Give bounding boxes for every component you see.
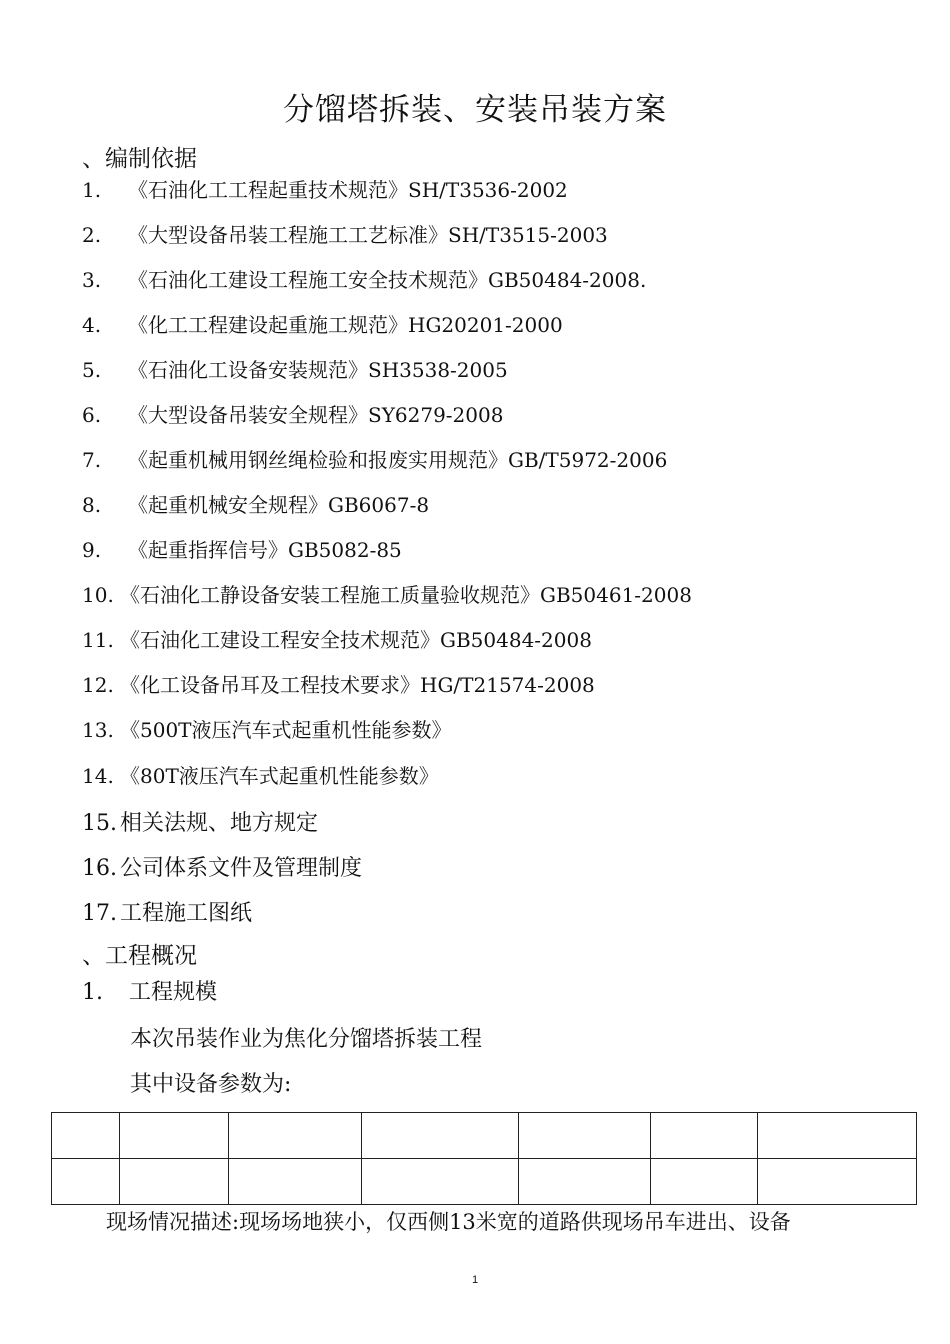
reference-text: 公司体系文件及管理制度 (120, 856, 363, 881)
reference-number: 16. (82, 856, 117, 881)
reference-text: 《起重指挥信号》GB5082-85 (128, 538, 402, 562)
reference-item (82, 399, 503, 428)
reference-text: 《石油化工设备安装规范》SH3538-2005 (128, 358, 508, 382)
paragraph-scope: 本次吊装作业为焦化分馏塔拆装工程 (130, 1027, 483, 1052)
reference-item (82, 489, 429, 518)
reference-number: 13. (82, 718, 114, 742)
reference-text: 《大型设备吊装安全规程》SY6279-2008 (128, 403, 504, 427)
reference-text: 《80T液压汽车式起重机性能参数》 (120, 764, 439, 788)
reference-item (82, 806, 318, 837)
reference-item (82, 851, 362, 882)
table-cell (758, 1159, 917, 1205)
site-description: 现场情况描述:现场场地狭小，仅西侧13米宽的道路供现场吊车进出、设备 (106, 1210, 791, 1234)
reference-item (82, 264, 646, 293)
reference-item (82, 174, 568, 203)
reference-item (82, 714, 452, 743)
reference-number: 12. (82, 673, 114, 697)
page-number: 1 (471, 1274, 479, 1286)
reference-text: 《石油化工静设备安装工程施工质量验收规范》GB50461-2008 (120, 583, 692, 607)
reference-text: 《500T液压汽车式起重机性能参数》 (120, 718, 452, 742)
table-cell (52, 1113, 120, 1159)
table-cell (651, 1113, 758, 1159)
table-cell (519, 1159, 651, 1205)
reference-text: 《石油化工建设工程安全技术规范》GB50484-2008 (120, 628, 592, 652)
reference-text: 《大型设备吊装工程施工工艺标准》SH/T3515-2003 (128, 223, 608, 247)
reference-text: 《石油化工工程起重技术规范》SH/T3536-2002 (128, 178, 568, 202)
reference-item (82, 669, 595, 698)
table-cell (758, 1113, 917, 1159)
reference-number: 14. (82, 764, 114, 788)
reference-text: 工程施工图纸 (120, 901, 253, 926)
table-cell (120, 1113, 229, 1159)
subsection-title: 工程规模 (129, 980, 218, 1005)
reference-text: 《化工工程建设起重施工规范》HG20201-2000 (128, 313, 563, 337)
table-cell (120, 1159, 229, 1205)
table-cell (362, 1113, 519, 1159)
table-cell (52, 1159, 120, 1205)
reference-item (82, 219, 608, 248)
reference-number: 1. (82, 178, 102, 202)
reference-number: 10. (82, 583, 114, 607)
reference-item (82, 579, 692, 608)
reference-number: 6. (82, 403, 102, 427)
table-cell (229, 1159, 362, 1205)
table-cell (362, 1159, 519, 1205)
reference-item (82, 624, 592, 653)
reference-text: 《起重机械用钢丝绳检验和报废实用规范》GB/T5972-2006 (128, 448, 668, 472)
reference-number: 11. (82, 628, 114, 652)
table-cell (651, 1159, 758, 1205)
reference-number: 8. (82, 493, 102, 517)
table-cell (519, 1113, 651, 1159)
reference-item (82, 760, 439, 789)
reference-number: 2. (82, 223, 102, 247)
reference-number: 9. (82, 538, 102, 562)
reference-text: 《化工设备吊耳及工程技术要求》HG/T21574-2008 (120, 673, 595, 697)
reference-number: 7. (82, 448, 102, 472)
table-row (52, 1159, 917, 1205)
subsection-scale (82, 975, 217, 1006)
table-cell (229, 1113, 362, 1159)
reference-number: 17. (82, 901, 117, 926)
reference-number: 4. (82, 313, 102, 337)
reference-text: 相关法规、地方规定 (120, 811, 319, 836)
reference-item (82, 354, 508, 383)
reference-item (82, 309, 563, 338)
section-heading-basis: 、编制依据 (82, 146, 197, 172)
reference-text: 《石油化工建设工程施工安全技术规范》GB50484-2008. (128, 268, 647, 292)
reference-text: 《起重机械安全规程》GB6067-8 (128, 493, 430, 517)
paragraph-params-intro: 其中设备参数为: (130, 1072, 292, 1097)
subsection-number: 1. (82, 980, 103, 1005)
section-heading-overview: 、工程概况 (82, 943, 197, 969)
document-title: 分馏塔拆装、安装吊装方案 (283, 92, 667, 128)
reference-number: 15. (82, 811, 117, 836)
reference-item (82, 444, 667, 473)
equipment-parameter-table (51, 1112, 917, 1205)
reference-number: 3. (82, 268, 102, 292)
reference-item (82, 534, 402, 563)
table-row (52, 1113, 917, 1159)
reference-number: 5. (82, 358, 102, 382)
reference-item (82, 896, 252, 927)
